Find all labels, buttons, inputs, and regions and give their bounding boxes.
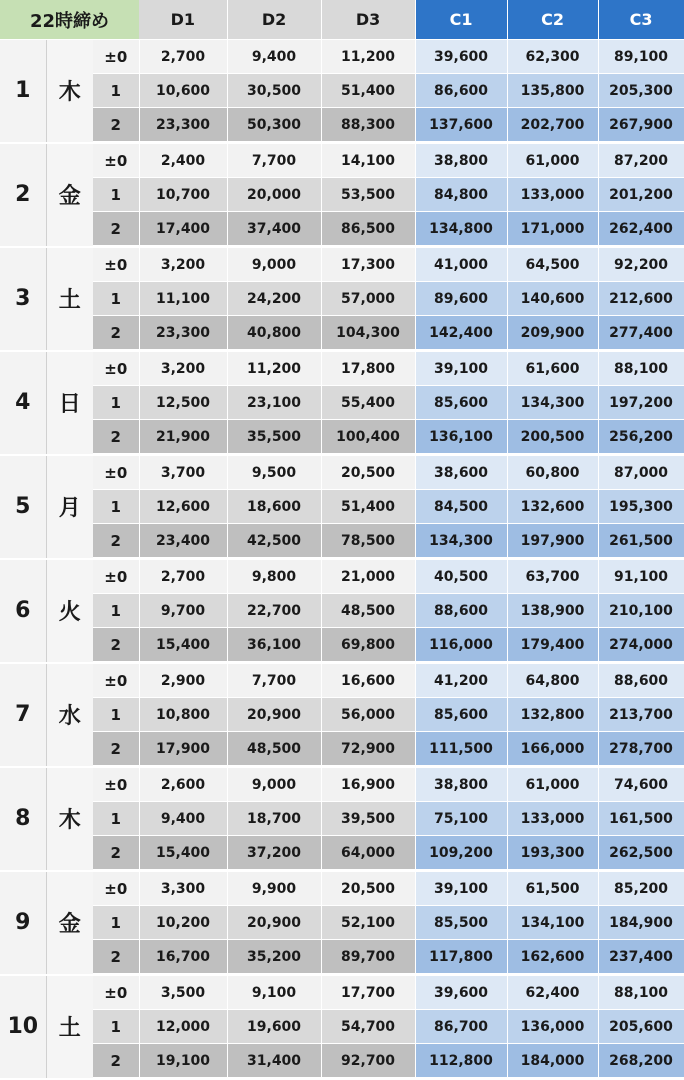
value-cell-c2: 62,300 xyxy=(507,40,598,74)
level-cell: 1 xyxy=(93,1010,139,1044)
value-cell-d3: 51,400 xyxy=(321,490,415,524)
value-cell-d2: 20,900 xyxy=(227,906,321,940)
value-cell-c1: 86,700 xyxy=(415,1010,507,1044)
value-cell-c3: 161,500 xyxy=(598,802,684,836)
table-row xyxy=(0,40,684,74)
weekday-cell: 木 xyxy=(46,40,93,143)
value-cell-c1: 134,300 xyxy=(415,524,507,559)
level-cell: ±0 xyxy=(93,663,139,698)
value-cell-d1: 23,400 xyxy=(139,524,227,559)
column-header-d3: D3 xyxy=(321,0,415,40)
value-cell-c3: 268,200 xyxy=(598,1044,684,1079)
value-cell-d3: 17,300 xyxy=(321,247,415,282)
value-cell-c3: 88,100 xyxy=(598,975,684,1010)
weekday-cell: 土 xyxy=(46,247,93,351)
value-cell-c2: 138,900 xyxy=(507,594,598,628)
table-row xyxy=(0,836,684,871)
value-cell-d3: 17,800 xyxy=(321,351,415,386)
level-cell: 1 xyxy=(93,802,139,836)
value-cell-d3: 78,500 xyxy=(321,524,415,559)
table-row xyxy=(0,1010,684,1044)
value-cell-d3: 55,400 xyxy=(321,386,415,420)
day-number-cell: 9 xyxy=(0,871,46,975)
value-cell-d3: 48,500 xyxy=(321,594,415,628)
value-cell-d1: 2,700 xyxy=(139,559,227,594)
value-cell-c2: 202,700 xyxy=(507,108,598,143)
value-cell-c3: 261,500 xyxy=(598,524,684,559)
weekday-cell: 日 xyxy=(46,351,93,455)
level-cell: 2 xyxy=(93,420,139,455)
level-cell: ±0 xyxy=(93,40,139,74)
table-row xyxy=(0,316,684,351)
value-cell-d1: 10,600 xyxy=(139,74,227,108)
level-cell: 1 xyxy=(93,490,139,524)
value-cell-c1: 84,500 xyxy=(415,490,507,524)
value-cell-d2: 37,400 xyxy=(227,212,321,247)
level-cell: 2 xyxy=(93,628,139,663)
value-cell-d2: 31,400 xyxy=(227,1044,321,1079)
value-cell-c1: 38,800 xyxy=(415,143,507,178)
value-cell-d2: 9,800 xyxy=(227,559,321,594)
level-cell: ±0 xyxy=(93,871,139,906)
level-cell: ±0 xyxy=(93,247,139,282)
table-row xyxy=(0,386,684,420)
table-header xyxy=(0,0,684,40)
value-cell-c1: 88,600 xyxy=(415,594,507,628)
value-cell-c1: 85,600 xyxy=(415,386,507,420)
value-cell-d1: 12,000 xyxy=(139,1010,227,1044)
value-cell-d3: 69,800 xyxy=(321,628,415,663)
value-cell-c1: 84,800 xyxy=(415,178,507,212)
value-cell-c1: 136,100 xyxy=(415,420,507,455)
level-cell: ±0 xyxy=(93,351,139,386)
table-row xyxy=(0,490,684,524)
weekday-cell: 火 xyxy=(46,559,93,663)
column-header-c3: C3 xyxy=(598,0,684,40)
value-cell-c3: 197,200 xyxy=(598,386,684,420)
day-number-cell: 6 xyxy=(0,559,46,663)
value-cell-c2: 63,700 xyxy=(507,559,598,594)
table-row xyxy=(0,975,684,1010)
weekday-cell: 土 xyxy=(46,975,93,1079)
value-cell-d2: 20,000 xyxy=(227,178,321,212)
day-number-cell: 3 xyxy=(0,247,46,351)
value-cell-d1: 3,200 xyxy=(139,247,227,282)
weekday-cell: 金 xyxy=(46,871,93,975)
value-cell-c1: 134,800 xyxy=(415,212,507,247)
value-cell-c2: 132,800 xyxy=(507,698,598,732)
level-cell: 2 xyxy=(93,1044,139,1079)
day-number-cell: 8 xyxy=(0,767,46,871)
level-cell: 2 xyxy=(93,316,139,351)
level-cell: 2 xyxy=(93,108,139,143)
table-row xyxy=(0,906,684,940)
value-cell-d3: 88,300 xyxy=(321,108,415,143)
value-cell-c1: 89,600 xyxy=(415,282,507,316)
value-cell-d2: 18,700 xyxy=(227,802,321,836)
value-cell-c3: 89,100 xyxy=(598,40,684,74)
value-cell-d3: 57,000 xyxy=(321,282,415,316)
value-cell-c2: 61,500 xyxy=(507,871,598,906)
header-corner-label: 22時締め xyxy=(0,0,139,40)
table-row xyxy=(0,212,684,247)
value-cell-c1: 86,600 xyxy=(415,74,507,108)
value-cell-d2: 19,600 xyxy=(227,1010,321,1044)
value-cell-c3: 262,400 xyxy=(598,212,684,247)
table-row xyxy=(0,732,684,767)
value-cell-c3: 88,100 xyxy=(598,351,684,386)
day-number-cell: 10 xyxy=(0,975,46,1079)
value-cell-d1: 11,100 xyxy=(139,282,227,316)
value-cell-d3: 52,100 xyxy=(321,906,415,940)
value-cell-d1: 16,700 xyxy=(139,940,227,975)
weekday-cell: 金 xyxy=(46,143,93,247)
table-row xyxy=(0,594,684,628)
value-cell-d3: 72,900 xyxy=(321,732,415,767)
value-cell-c1: 41,200 xyxy=(415,663,507,698)
level-cell: 2 xyxy=(93,732,139,767)
value-cell-c3: 256,200 xyxy=(598,420,684,455)
value-cell-d2: 48,500 xyxy=(227,732,321,767)
value-cell-d1: 3,200 xyxy=(139,351,227,386)
value-cell-c2: 61,000 xyxy=(507,767,598,802)
value-cell-d1: 2,900 xyxy=(139,663,227,698)
value-cell-c2: 64,500 xyxy=(507,247,598,282)
level-cell: 2 xyxy=(93,940,139,975)
value-cell-d1: 15,400 xyxy=(139,836,227,871)
level-cell: ±0 xyxy=(93,767,139,802)
table-row xyxy=(0,1044,684,1079)
value-cell-d2: 22,700 xyxy=(227,594,321,628)
value-cell-d1: 17,900 xyxy=(139,732,227,767)
value-cell-c2: 132,600 xyxy=(507,490,598,524)
value-cell-c3: 201,200 xyxy=(598,178,684,212)
value-cell-d1: 2,400 xyxy=(139,143,227,178)
value-cell-c2: 61,600 xyxy=(507,351,598,386)
table-row xyxy=(0,282,684,316)
value-cell-d2: 9,400 xyxy=(227,40,321,74)
value-cell-d2: 50,300 xyxy=(227,108,321,143)
value-cell-c2: 61,000 xyxy=(507,143,598,178)
value-cell-d2: 9,500 xyxy=(227,455,321,490)
table-row xyxy=(0,351,684,386)
value-cell-c1: 41,000 xyxy=(415,247,507,282)
value-cell-d2: 36,100 xyxy=(227,628,321,663)
value-cell-d1: 3,500 xyxy=(139,975,227,1010)
value-cell-d3: 100,400 xyxy=(321,420,415,455)
value-cell-d3: 16,900 xyxy=(321,767,415,802)
value-cell-c3: 212,600 xyxy=(598,282,684,316)
value-cell-d2: 9,000 xyxy=(227,767,321,802)
value-cell-d1: 10,200 xyxy=(139,906,227,940)
day-number-cell: 7 xyxy=(0,663,46,767)
value-cell-d3: 86,500 xyxy=(321,212,415,247)
day-number-cell: 2 xyxy=(0,143,46,247)
value-cell-d1: 10,700 xyxy=(139,178,227,212)
value-cell-d2: 35,500 xyxy=(227,420,321,455)
column-header-d1: D1 xyxy=(139,0,227,40)
value-cell-d3: 20,500 xyxy=(321,871,415,906)
level-cell: 2 xyxy=(93,212,139,247)
value-cell-d3: 53,500 xyxy=(321,178,415,212)
value-cell-c1: 111,500 xyxy=(415,732,507,767)
value-cell-c2: 134,300 xyxy=(507,386,598,420)
value-cell-d2: 37,200 xyxy=(227,836,321,871)
value-cell-d2: 7,700 xyxy=(227,663,321,698)
value-cell-d3: 17,700 xyxy=(321,975,415,1010)
value-cell-c1: 40,500 xyxy=(415,559,507,594)
value-cell-c1: 85,600 xyxy=(415,698,507,732)
value-cell-c3: 205,600 xyxy=(598,1010,684,1044)
value-cell-c1: 117,800 xyxy=(415,940,507,975)
value-cell-d3: 21,000 xyxy=(321,559,415,594)
value-cell-c3: 267,900 xyxy=(598,108,684,143)
value-cell-d1: 3,700 xyxy=(139,455,227,490)
level-cell: 1 xyxy=(93,74,139,108)
value-cell-c3: 91,100 xyxy=(598,559,684,594)
value-cell-c1: 116,000 xyxy=(415,628,507,663)
value-cell-d3: 104,300 xyxy=(321,316,415,351)
value-cell-d3: 11,200 xyxy=(321,40,415,74)
value-cell-c3: 237,400 xyxy=(598,940,684,975)
value-cell-d1: 9,400 xyxy=(139,802,227,836)
value-cell-d3: 16,600 xyxy=(321,663,415,698)
value-cell-c3: 87,000 xyxy=(598,455,684,490)
value-cell-c2: 171,000 xyxy=(507,212,598,247)
value-cell-d1: 19,100 xyxy=(139,1044,227,1079)
value-cell-c3: 277,400 xyxy=(598,316,684,351)
value-cell-c3: 262,500 xyxy=(598,836,684,871)
value-cell-c2: 184,000 xyxy=(507,1044,598,1079)
value-cell-c3: 184,900 xyxy=(598,906,684,940)
value-cell-c3: 205,300 xyxy=(598,74,684,108)
value-cell-d2: 18,600 xyxy=(227,490,321,524)
value-cell-c3: 274,000 xyxy=(598,628,684,663)
table-row xyxy=(0,698,684,732)
value-cell-d1: 2,600 xyxy=(139,767,227,802)
value-cell-c2: 133,000 xyxy=(507,178,598,212)
value-cell-d1: 15,400 xyxy=(139,628,227,663)
day-number-cell: 4 xyxy=(0,351,46,455)
value-cell-c2: 193,300 xyxy=(507,836,598,871)
value-cell-d1: 12,500 xyxy=(139,386,227,420)
value-cell-c2: 62,400 xyxy=(507,975,598,1010)
table-row xyxy=(0,247,684,282)
value-cell-c2: 197,900 xyxy=(507,524,598,559)
level-cell: ±0 xyxy=(93,455,139,490)
value-cell-c1: 39,100 xyxy=(415,871,507,906)
value-cell-c1: 38,600 xyxy=(415,455,507,490)
value-cell-d1: 23,300 xyxy=(139,316,227,351)
table-row xyxy=(0,143,684,178)
value-cell-c2: 162,600 xyxy=(507,940,598,975)
value-cell-d1: 21,900 xyxy=(139,420,227,455)
value-cell-d2: 20,900 xyxy=(227,698,321,732)
value-cell-d1: 10,800 xyxy=(139,698,227,732)
table-row xyxy=(0,767,684,802)
value-cell-c1: 39,100 xyxy=(415,351,507,386)
table-row xyxy=(0,74,684,108)
level-cell: 1 xyxy=(93,282,139,316)
value-cell-c1: 137,600 xyxy=(415,108,507,143)
table-row xyxy=(0,663,684,698)
value-cell-c1: 38,800 xyxy=(415,767,507,802)
level-cell: 1 xyxy=(93,698,139,732)
value-cell-d1: 2,700 xyxy=(139,40,227,74)
weekday-cell: 月 xyxy=(46,455,93,559)
level-cell: ±0 xyxy=(93,559,139,594)
value-cell-d1: 3,300 xyxy=(139,871,227,906)
day-number-cell: 1 xyxy=(0,40,46,143)
value-cell-d3: 51,400 xyxy=(321,74,415,108)
value-cell-d1: 23,300 xyxy=(139,108,227,143)
value-cell-d1: 12,600 xyxy=(139,490,227,524)
level-cell: ±0 xyxy=(93,143,139,178)
day-number-cell: 5 xyxy=(0,455,46,559)
table-row xyxy=(0,420,684,455)
table-row xyxy=(0,108,684,143)
value-cell-d3: 89,700 xyxy=(321,940,415,975)
value-cell-c3: 278,700 xyxy=(598,732,684,767)
value-cell-c3: 87,200 xyxy=(598,143,684,178)
value-cell-d1: 17,400 xyxy=(139,212,227,247)
table-row xyxy=(0,628,684,663)
value-cell-c2: 64,800 xyxy=(507,663,598,698)
value-cell-c3: 88,600 xyxy=(598,663,684,698)
level-cell: ±0 xyxy=(93,975,139,1010)
value-cell-c1: 39,600 xyxy=(415,975,507,1010)
column-header-c2: C2 xyxy=(507,0,598,40)
value-cell-d3: 54,700 xyxy=(321,1010,415,1044)
value-cell-c2: 135,800 xyxy=(507,74,598,108)
value-cell-c3: 213,700 xyxy=(598,698,684,732)
value-cell-d3: 56,000 xyxy=(321,698,415,732)
level-cell: 2 xyxy=(93,524,139,559)
value-cell-d2: 7,700 xyxy=(227,143,321,178)
value-cell-d2: 9,000 xyxy=(227,247,321,282)
value-cell-d1: 9,700 xyxy=(139,594,227,628)
value-cell-c3: 92,200 xyxy=(598,247,684,282)
value-cell-c1: 109,200 xyxy=(415,836,507,871)
value-cell-d3: 20,500 xyxy=(321,455,415,490)
column-header-d2: D2 xyxy=(227,0,321,40)
value-cell-c3: 85,200 xyxy=(598,871,684,906)
table-row xyxy=(0,559,684,594)
value-cell-d2: 24,200 xyxy=(227,282,321,316)
value-cell-c2: 209,900 xyxy=(507,316,598,351)
value-cell-c2: 179,400 xyxy=(507,628,598,663)
level-cell: 1 xyxy=(93,906,139,940)
weekday-cell: 木 xyxy=(46,767,93,871)
weekday-cell: 水 xyxy=(46,663,93,767)
value-cell-d2: 9,100 xyxy=(227,975,321,1010)
table-row xyxy=(0,455,684,490)
value-cell-c2: 133,000 xyxy=(507,802,598,836)
value-cell-d2: 42,500 xyxy=(227,524,321,559)
value-cell-c2: 60,800 xyxy=(507,455,598,490)
value-cell-c3: 195,300 xyxy=(598,490,684,524)
value-cell-d2: 40,800 xyxy=(227,316,321,351)
value-cell-d2: 23,100 xyxy=(227,386,321,420)
level-cell: 2 xyxy=(93,836,139,871)
value-cell-c2: 166,000 xyxy=(507,732,598,767)
table-body xyxy=(0,40,684,1079)
value-cell-d2: 11,200 xyxy=(227,351,321,386)
value-cell-c1: 39,600 xyxy=(415,40,507,74)
table-row xyxy=(0,802,684,836)
value-cell-d3: 64,000 xyxy=(321,836,415,871)
value-cell-d3: 14,100 xyxy=(321,143,415,178)
value-cell-c3: 74,600 xyxy=(598,767,684,802)
level-cell: 1 xyxy=(93,386,139,420)
value-cell-d3: 39,500 xyxy=(321,802,415,836)
value-cell-c3: 210,100 xyxy=(598,594,684,628)
table-row xyxy=(0,940,684,975)
table-row xyxy=(0,178,684,212)
value-cell-d3: 92,700 xyxy=(321,1044,415,1079)
value-cell-c2: 136,000 xyxy=(507,1010,598,1044)
column-header-c1: C1 xyxy=(415,0,507,40)
level-cell: 1 xyxy=(93,594,139,628)
value-cell-c2: 134,100 xyxy=(507,906,598,940)
value-cell-c2: 140,600 xyxy=(507,282,598,316)
value-cell-c1: 75,100 xyxy=(415,802,507,836)
value-cell-d2: 9,900 xyxy=(227,871,321,906)
value-cell-c1: 85,500 xyxy=(415,906,507,940)
value-cell-c1: 142,400 xyxy=(415,316,507,351)
value-cell-c2: 200,500 xyxy=(507,420,598,455)
value-cell-d2: 35,200 xyxy=(227,940,321,975)
table-row xyxy=(0,524,684,559)
value-cell-c1: 112,800 xyxy=(415,1044,507,1079)
table-row xyxy=(0,871,684,906)
level-cell: 1 xyxy=(93,178,139,212)
value-cell-d2: 30,500 xyxy=(227,74,321,108)
